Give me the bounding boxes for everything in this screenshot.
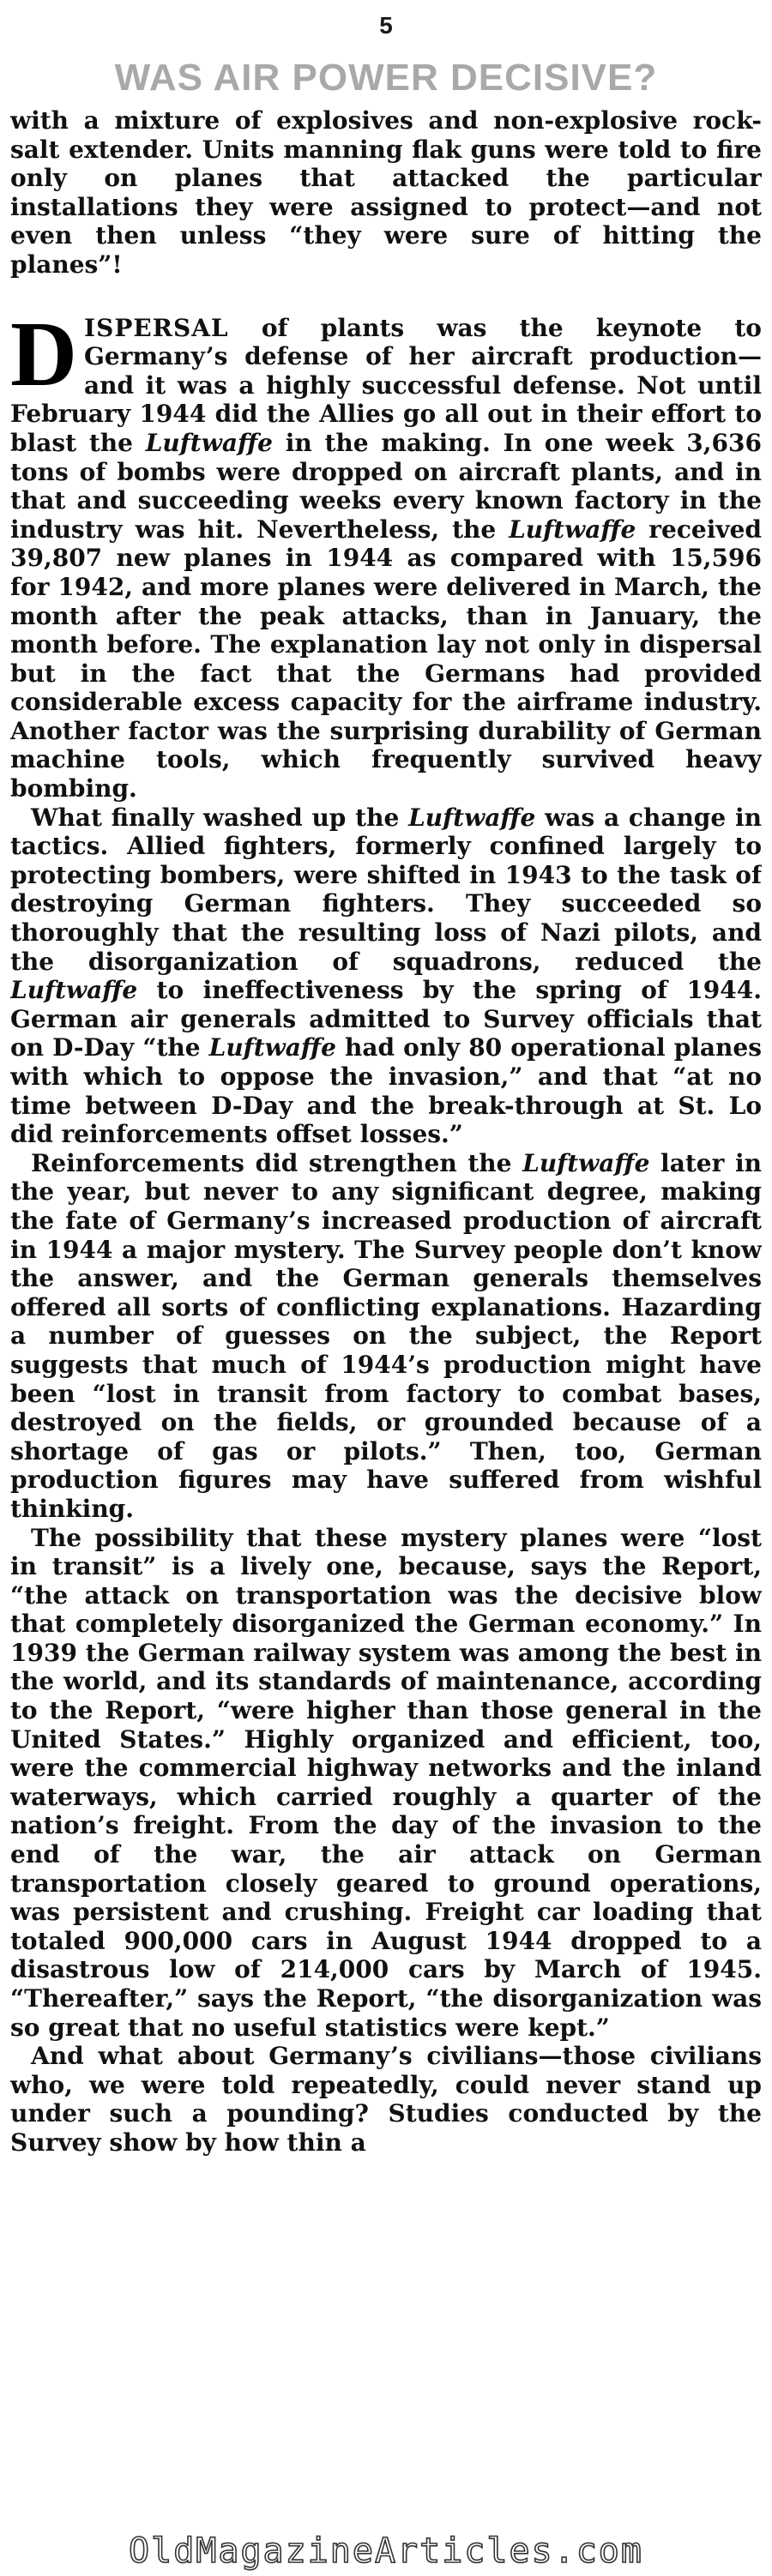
paragraph-text: had only 80 operational planes with which to oppose the invasion,” and that “at no time between D-Day and the break-through at St. Lo did reinforcements offset losses.” — [10, 1033, 762, 1149]
paragraph-tactics — [10, 803, 762, 1149]
italic-luftwaffe: Luftwaffe — [522, 1148, 650, 1177]
paragraph-text: What finally washed up the — [31, 803, 409, 832]
paragraph-reinforcements — [10, 1149, 762, 1524]
lead-in-word: ISPERSAL — [84, 313, 229, 342]
article-body — [10, 106, 762, 2538]
paragraph-text: Reinforcements did strengthen the — [31, 1148, 523, 1177]
page-header-title: WAS AIR POWER DECISIVE? — [114, 57, 658, 99]
paragraph-text: to ineffectiveness by the spring of 1944. German air generals admitted to Survey officials that on D-Day “the — [10, 976, 762, 1062]
paragraph-text: received 39,807 new planes in 1944 as compared with 15,596 for 1942, and more planes were delivered in March, the month after the peak attacks, than in January, the month before. The explanation lay not only in dispersal but in the fact that the Germans had provided considerable excess capacity for the airframe industry. Another factor was the surprising durability of German machine tools, which frequently survived heavy bombing. — [10, 515, 762, 803]
paragraph-dispersal — [10, 303, 762, 803]
italic-luftwaffe: Luftwaffe — [408, 803, 536, 832]
paragraph-text: was a change in tactics. Allied fighters, formerly confined largely to protecting bombers, were shifted in 1943 to the task of destroying German fighters. They succeeded so thoroughly that the resulting loss of Nazi pilots, and the disorganization of squadrons, reduced the — [10, 803, 762, 976]
paragraph-text: later in the year, but never to any significant degree, making the fate of Germany’s increased production of aircraft in 1944 a major mystery. The Survey people don’t know the answer, and the German generals themselves offered all sorts of conflicting explanations. Hazarding a number of guesses on the subject, the Report suggests that much of 1944’s production might have been “lost in transit from factory to combat bases, destroyed on the fields, or grounded because of a shortage of gas or pilots.” Then, too, German production figures may have suffered from wishful thinking. — [10, 1148, 762, 1523]
page-number: 5 — [379, 12, 393, 39]
paragraph-text: of plants was the keynote to Germany’s defense of her aircraft production—and it was a highly successful defense. Not until February 1944 did the Allies go all out in their effort to blast the — [10, 313, 762, 457]
footer-brand-logo: OldMagazineArticles.com — [129, 2531, 643, 2571]
paragraph-flak-guns: with a mixture of explosives and non-explosive rock-salt extender. Units manning flak guns were told to fire only on planes that attacked the particular installations they were assigned to protect—and not even then unless “they were sure of hitting the planes”! — [10, 106, 762, 279]
paragraph-transportation: The possibility that these mystery planes were “lost in transit” is a lively one, because, says the Report, “the attack on transportation was the decisive blow that completely disorganized the German economy.” In 1939 the German railway system was among the best in the world, and its standards of maintenance, according to the Report, “were higher than those general in the United States.” Highly organized and efficient, too, were the commercial highway networks and the inland waterways, which carried roughly a quarter of the nation’s freight. From the day of the invasion to the end of the war, the air attack on German transportation closely geared to ground operations, was persistent and crushing. Freight car loading that totaled 900,000 cars in August 1944 dropped to a disastrous low of 214,000 cars by March of 1945. “Thereafter,” says the Report, “the disorganization was so great that no useful statistics were kept.” — [10, 1523, 762, 2042]
drop-cap-letter: D — [10, 303, 77, 406]
paragraph-text: in the making. In one week 3,636 tons of bombs were dropped on aircraft plants, and in that and succeeding weeks every known factory in the industry was hit. Nevertheless, the — [10, 428, 762, 544]
italic-luftwaffe: Luftwaffe — [10, 976, 138, 1005]
paragraph-civilians: And what about Germany’s civilians—those civilians who, we were told repeatedly, could never stand up under such a pounding? Studies conducted by the Survey show by how thin a — [10, 2042, 762, 2157]
italic-luftwaffe: Luftwaffe — [145, 428, 273, 457]
italic-luftwaffe: Luftwaffe — [208, 1033, 336, 1062]
italic-luftwaffe: Luftwaffe — [509, 515, 636, 544]
